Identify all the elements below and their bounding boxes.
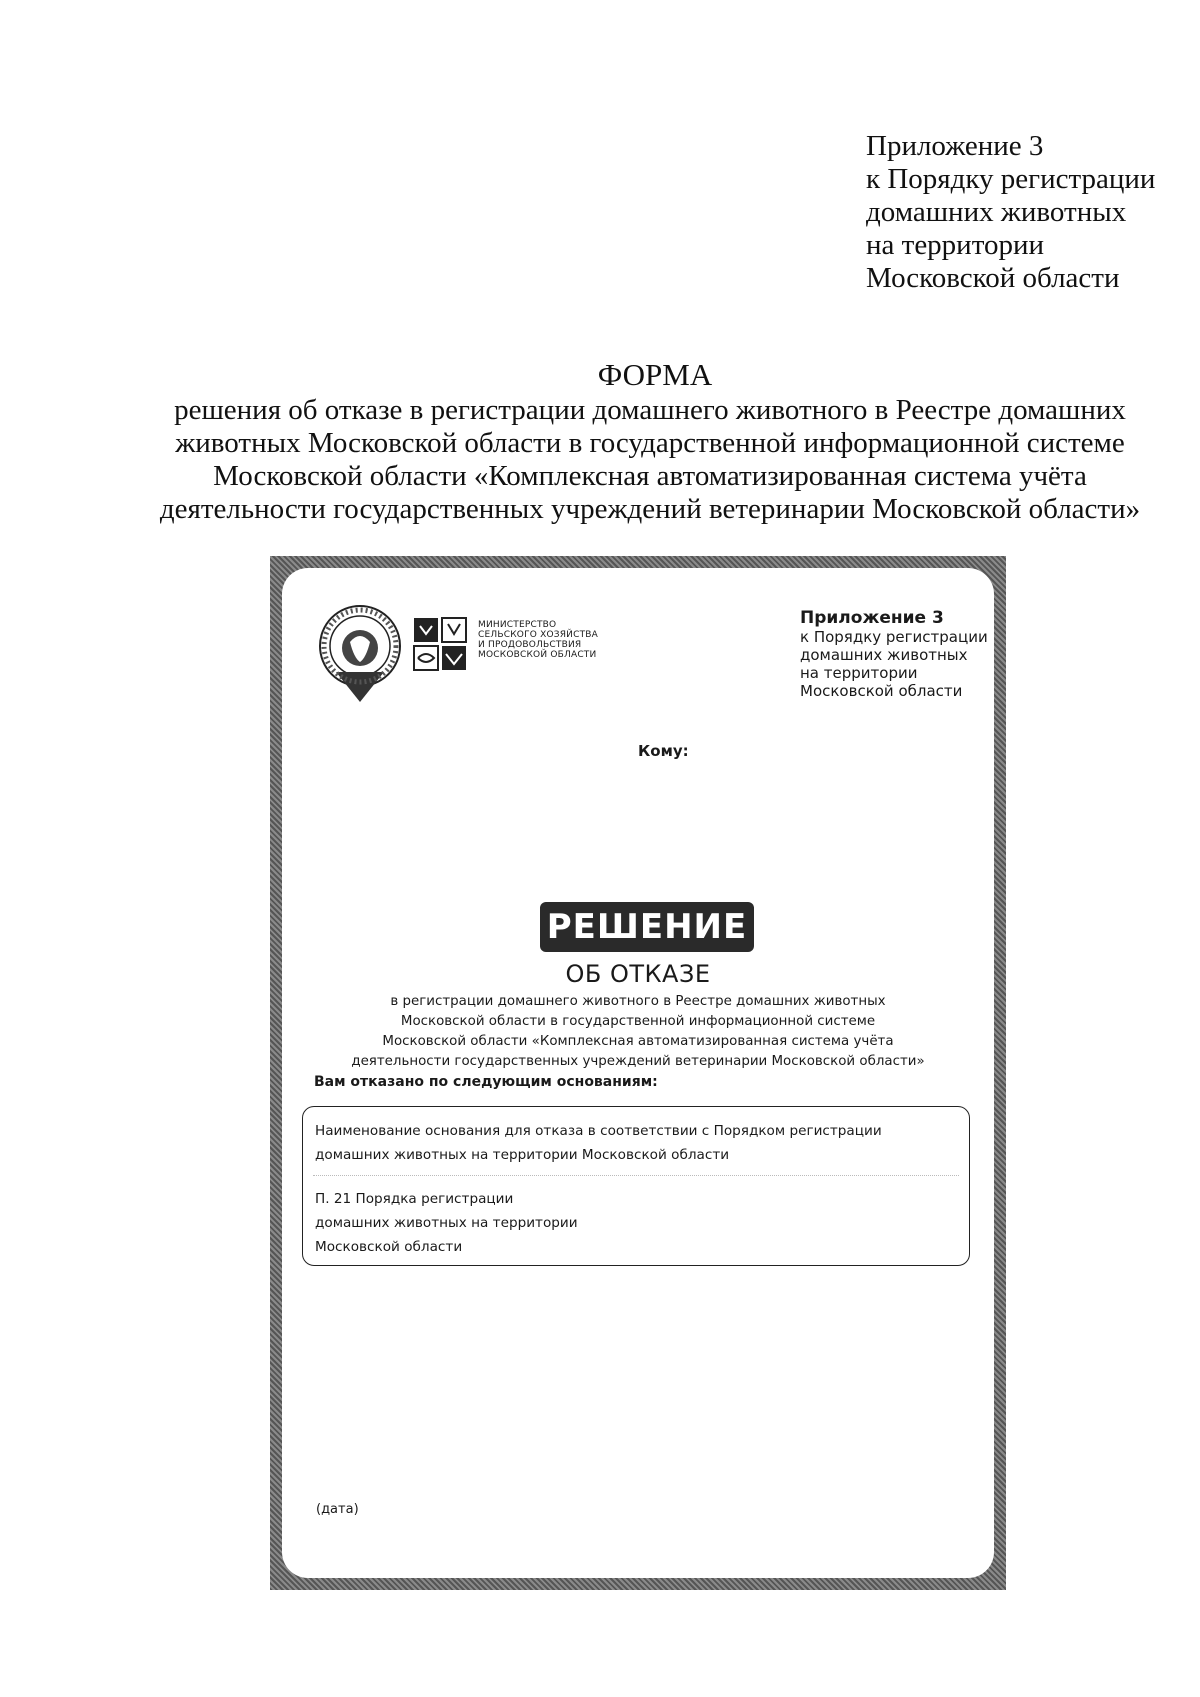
inner-appendix-line: Московской области <box>800 682 963 700</box>
scanned-form-image <box>270 556 1006 1590</box>
form-subtitle <box>150 394 1150 526</box>
recipient-label: Кому: <box>638 742 689 760</box>
description-line: в регистрации домашнего животного в Реестре домашних животных <box>390 994 886 1009</box>
inner-appendix-line: на территории <box>800 664 918 682</box>
appendix-note <box>866 130 1155 295</box>
ministry-logo-icon <box>412 616 468 672</box>
ministry-line: СЕЛЬСКОГО ХОЗЯЙСТВА <box>478 630 599 640</box>
description-line: Московской области «Комплексная автоматизированная система учёта <box>382 1034 894 1049</box>
description-line: Московской области в государственной информационной системе <box>400 1014 876 1029</box>
grounds-value <box>315 1187 578 1259</box>
ministry-name <box>478 620 598 660</box>
grounds-header <box>315 1119 882 1167</box>
appendix-line: домашних животных <box>866 196 1127 228</box>
ministry-line: МОСКОВСКОЙ ОБЛАСТИ <box>478 650 597 660</box>
appendix-line: к Порядку регистрации <box>866 163 1156 195</box>
scanned-form-sheet <box>282 568 994 1578</box>
grounds-label: Вам отказано по следующим основаниям: <box>314 1074 658 1090</box>
inner-appendix-line: домашних животных <box>800 646 968 664</box>
date-label: (дата) <box>316 1502 359 1517</box>
form-title: ФОРМА <box>597 357 713 392</box>
grounds-header-line: домашних животных на территории Московской области <box>315 1147 730 1163</box>
inner-appendix-note <box>800 608 988 700</box>
refusal-title: ОБ ОТКАЗЕ <box>565 960 711 988</box>
refusal-description <box>282 992 994 1072</box>
appendix-line: Московской области <box>866 262 1120 294</box>
subtitle-line: Московской области «Комплексная автоматизированная система учёта <box>213 460 1087 492</box>
inner-appendix-line: к Порядку регистрации <box>800 628 988 646</box>
grounds-header-line: Наименование основания для отказа в соответствии с Порядком регистрации <box>315 1123 882 1139</box>
grounds-box <box>302 1106 970 1266</box>
decision-badge: РЕШЕНИЕ <box>540 902 754 952</box>
grounds-value-line: Московской области <box>315 1239 463 1255</box>
inner-appendix-head: Приложение 3 <box>800 608 944 628</box>
appendix-line: на территории <box>866 229 1045 261</box>
grounds-value-line: домашних животных на территории <box>315 1215 578 1231</box>
subtitle-line: деятельности государственных учреждений ветеринарии Московской области» <box>159 493 1141 525</box>
grounds-divider <box>313 1175 959 1176</box>
ministry-line: И ПРОДОВОЛЬСТВИЯ <box>478 640 582 650</box>
grounds-value-line: П. 21 Порядка регистрации <box>315 1191 514 1207</box>
subtitle-line: решения об отказе в регистрации домашнего животного в Реестре домашних <box>174 394 1126 426</box>
vet-service-emblem-icon <box>316 602 404 706</box>
description-line: деятельности государственных учреждений ветеринарии Московской области» <box>351 1054 925 1069</box>
subtitle-line: животных Московской области в государственной информационной системе <box>175 427 1125 459</box>
appendix-line: Приложение 3 <box>866 130 1044 162</box>
ministry-line: МИНИСТЕРСТВО <box>478 620 557 630</box>
